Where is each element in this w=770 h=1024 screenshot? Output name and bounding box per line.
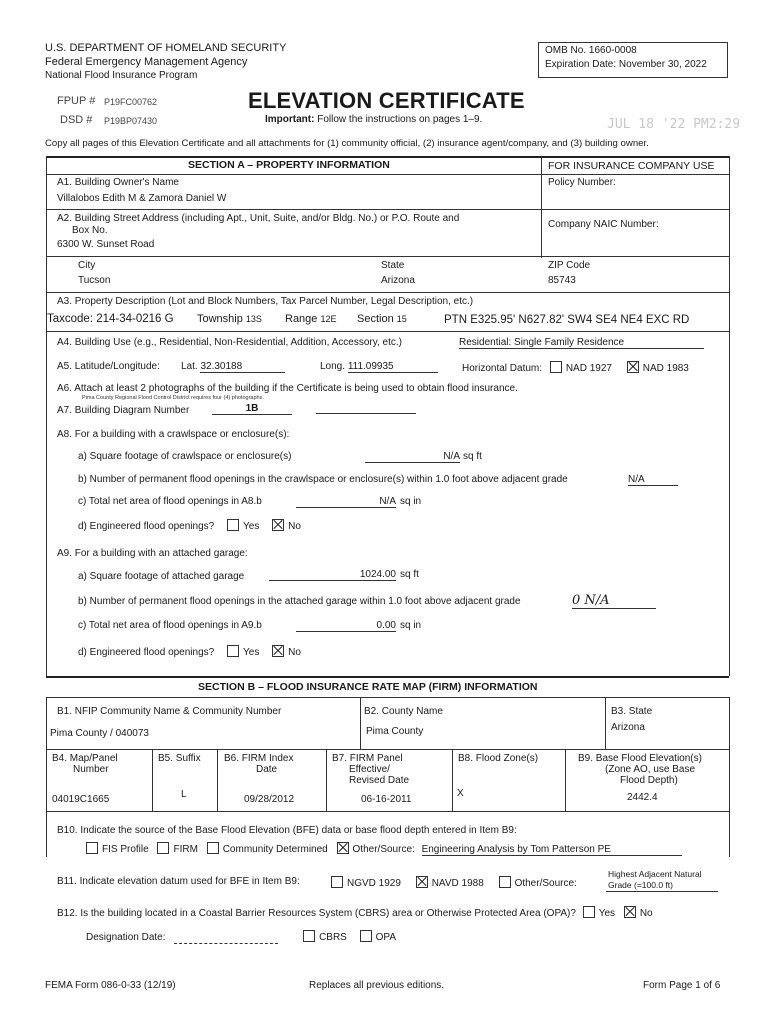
dept-name: U.S. DEPARTMENT OF HOMELAND SECURITY [45, 42, 287, 54]
important-note [265, 114, 482, 125]
a5-lat-value: 32.30188 [200, 361, 285, 373]
zip-label: ZIP Code [548, 260, 591, 271]
a5-lat [181, 361, 285, 373]
a9d-yes-label: Yes [243, 647, 260, 658]
a5-long-value: 111.09935 [348, 361, 438, 373]
city-value: Tucson [78, 275, 111, 286]
b11-ngvd-checkbox[interactable] [331, 876, 343, 888]
b8-value: X [457, 788, 464, 799]
a3-ptn: PTN E325.95' N627.82' SW4 SE4 NE4 EXC RD [444, 314, 690, 326]
a5-label: A5. Latitude/Longitude: [57, 361, 160, 372]
b12-label: B12. Is the building located in a Coastal Barrier Resources System (CBRS) area or Otherwise Protected Area (OPA)? [57, 908, 576, 919]
b12-no-checkbox[interactable] [624, 906, 636, 918]
b11-other-value-2: Grade (=100.0 ft) [608, 880, 673, 890]
important-text: Follow the instructions on pages 1–9. [317, 114, 483, 125]
omb-number: OMB No. 1660-0008 [545, 45, 637, 56]
b3-label: B3. State [611, 706, 653, 717]
a4-label: A4. Building Use (e.g., Residential, Non-Residential, Addition, Accessory, etc.) [57, 337, 402, 348]
b10-other-value: Engineering Analysis by Tom Patterson PE [422, 844, 682, 856]
nad1983-checkbox[interactable] [627, 361, 639, 373]
a2-label: A2. Building Street Address (including Apt., Unit, Suite, and/or Bldg. No.) or P.O. Route and [57, 213, 460, 224]
a8c-label: c) Total net area of flood openings in A8.b [78, 496, 262, 507]
fpup-value: P19FC00762 [104, 97, 158, 107]
b10-community-checkbox[interactable] [207, 842, 219, 854]
program-name: National Flood Insurance Program [45, 70, 198, 81]
a8d-yes-checkbox[interactable] [227, 519, 239, 531]
a8d-no-checkbox[interactable] [272, 519, 284, 531]
a8d-yes-label: Yes [243, 521, 260, 532]
a8d-no-label: No [288, 521, 301, 532]
b11-other-checkbox[interactable] [499, 876, 511, 888]
a3-township-value: 13S [245, 314, 262, 324]
b10-fis-label: FIS Profile [102, 844, 149, 855]
cbrs-label: CBRS [319, 932, 347, 943]
zip-value: 85743 [548, 275, 576, 286]
b10-other-checkbox[interactable] [337, 842, 349, 854]
copy-instructions: Copy all pages of this Elevation Certificate and all attachments for (1) community official, (2) insurance agent/company, and (3) building owner. [45, 138, 649, 149]
state-value: Arizona [381, 275, 415, 286]
page-number: Form Page 1 of 6 [643, 980, 721, 991]
b7-label-2: Effective/ [349, 764, 390, 775]
a9d-no-checkbox[interactable] [272, 645, 284, 657]
a5-long-label: Long. [320, 361, 346, 372]
a3-taxcode: Taxcode: 214-34-0216 G [47, 313, 174, 325]
a5-datum-label: Horizontal Datum: [462, 363, 543, 374]
a3-section [357, 313, 407, 325]
a9a-unit: sq ft [400, 569, 419, 580]
a9d-no-label: No [288, 647, 301, 658]
a5-long [320, 361, 438, 373]
a3-label: A3. Property Description (Lot and Block Numbers, Tax Parcel Number, Legal Description, etc.) [57, 296, 474, 307]
a9b-value: 0 N/A [572, 593, 656, 609]
important-label: Important: [265, 114, 315, 125]
a1-value: Villalobos Edith M & Zamora Daniel W [57, 193, 227, 204]
a9c-value: 0.00 [296, 620, 396, 632]
b12-yes-label: Yes [598, 908, 616, 919]
insurance-use-header: FOR INSURANCE COMPANY USE [548, 160, 715, 172]
b10-label: B10. Indicate the source of the Base Flood Elevation (BFE) data or base flood depth entered in Item B9: [57, 825, 517, 836]
designation-date-field[interactable] [174, 932, 278, 944]
b6-label: B6. FIRM Index [224, 753, 294, 764]
b10-options [86, 842, 682, 856]
a5-datum [462, 361, 689, 374]
a9a-label: a) Square footage of attached garage [78, 571, 245, 582]
a9-label: A9. For a building with an attached garage: [57, 548, 248, 559]
agency-name: Federal Emergency Management Agency [45, 56, 248, 68]
b3-value: Arizona [611, 722, 645, 733]
a3-township-label: Township [197, 313, 243, 325]
a3-range-value: 12E [320, 314, 337, 324]
b9-label-3: Flood Depth) [620, 775, 678, 786]
nad1927-checkbox[interactable] [550, 361, 562, 373]
dsd-label: DSD # [60, 114, 93, 126]
a1-label: A1. Building Owner's Name [57, 177, 179, 188]
b10-firm-label: FIRM [173, 844, 198, 855]
b2-value: Pima County [366, 726, 424, 737]
b11-other-label: Other/Source: [514, 878, 577, 889]
b11-navd-label: NAVD 1988 [431, 878, 484, 889]
city-label: City [78, 260, 96, 271]
a4-value: Residential: Single Family Residence [459, 337, 704, 349]
nad1927-label: NAD 1927 [565, 363, 612, 374]
b7-value: 06-16-2011 [361, 794, 412, 805]
a8a-label: a) Square footage of crawlspace or enclosure(s) [78, 451, 292, 462]
b11-options [331, 876, 577, 889]
b2-label: B2. County Name [364, 706, 443, 717]
opa-checkbox[interactable] [360, 930, 372, 942]
b10-community-label: Community Determined [222, 844, 328, 855]
nad1983-label: NAD 1983 [642, 363, 689, 374]
a6-label: A6. Attach at least 2 photographs of the building if the Certificate is being used to obtain flood insurance. [57, 383, 518, 394]
opa-label: OPA [375, 932, 397, 943]
b11-label: B11. Indicate elevation datum used for BFE in Item B9: [57, 876, 300, 887]
designation-row [86, 930, 396, 944]
a9c-label: c) Total net area of flood openings in A9.b [78, 620, 262, 631]
b11-other-value: Highest Adjacent Natural [608, 869, 702, 879]
expiration-date: Expiration Date: November 30, 2022 [545, 59, 707, 70]
b4-label: B4. Map/Panel [52, 753, 118, 764]
a9b-label: b) Number of permanent flood openings in the attached garage within 1.0 foot above adjacent grade [78, 596, 521, 607]
a8a-unit: sq ft [463, 451, 482, 462]
a8d-row [78, 519, 301, 532]
replaces-note: Replaces all previous editions. [309, 980, 445, 991]
a7-label: A7. Building Diagram Number [57, 405, 190, 416]
b4-label-2: Number [73, 764, 109, 775]
a8-label: A8. For a building with a crawlspace or enclosure(s): [57, 429, 290, 440]
a6-note: Pima County Regional Flood Control District requires four (4) photographs. [82, 395, 264, 401]
b5-label: B5. Suffix [158, 753, 201, 764]
b10-other-label: Other/Source: [352, 844, 415, 855]
a3-range-label: Range [285, 313, 318, 325]
b1-value: Pima County / 040073 [50, 728, 149, 739]
b7-label: B7. FIRM Panel [332, 753, 403, 764]
a3-range [285, 313, 337, 325]
b4-value: 04019C1665 [52, 794, 110, 805]
b5-value: L [181, 789, 187, 800]
b10-fis-checkbox[interactable] [86, 842, 98, 854]
b12-row [57, 906, 653, 919]
fpup-label: FPUP # [57, 95, 96, 107]
b6-value: 09/28/2012 [244, 794, 295, 805]
policy-number-label: Policy Number: [548, 177, 616, 188]
b11-ngvd-label: NGVD 1929 [347, 878, 401, 889]
b8-label: B8. Flood Zone(s) [458, 753, 539, 764]
state-label: State [381, 260, 405, 271]
section-a-title: SECTION A – PROPERTY INFORMATION [188, 159, 390, 171]
a3-section-value: 15 [396, 314, 407, 324]
cbrs-checkbox[interactable] [303, 930, 315, 942]
a8b-value: N/A [628, 474, 678, 486]
a5-lat-label: Lat. [181, 361, 198, 372]
a3-township [197, 313, 262, 325]
b1-label: B1. NFIP Community Name & Community Number [57, 706, 282, 717]
a9a-value: 1024.00 [269, 569, 396, 581]
a3-section-label: Section [357, 313, 394, 325]
designation-label: Designation Date: [86, 932, 166, 943]
b9-label: B9. Base Flood Elevation(s) [578, 753, 702, 764]
form-number: FEMA Form 086-0-33 (12/19) [45, 980, 176, 991]
dsd-value: P19BP07430 [104, 116, 158, 126]
a7-value: 1B [212, 403, 292, 415]
a8c-value: N/A [296, 496, 396, 508]
a9d-yes-checkbox[interactable] [227, 645, 239, 657]
a2-label-2: Box No. [72, 225, 108, 236]
a8b-label: b) Number of permanent flood openings in the crawlspace or enclosure(s) within 1.0 foot above adjacent grade [78, 474, 568, 485]
b6-label-2: Date [256, 764, 278, 775]
b12-no-label: No [639, 908, 653, 919]
a9d-row [78, 645, 301, 658]
a9d-label: d) Engineered flood openings? [78, 647, 215, 658]
a8d-label: d) Engineered flood openings? [78, 521, 215, 532]
b9-value: 2442.4 [627, 792, 658, 803]
a9c-unit: sq in [400, 620, 422, 631]
b7-label-3: Revised Date [349, 775, 410, 786]
b9-label-2: (Zone AO, use Base [605, 764, 696, 775]
b12-yes-checkbox[interactable] [583, 906, 595, 918]
page-title: ELEVATION CERTIFICATE [248, 88, 525, 113]
a8a-value: N/A [365, 451, 460, 463]
a2-value: 6300 W. Sunset Road [57, 239, 155, 250]
b11-navd-checkbox[interactable] [416, 876, 428, 888]
naic-label: Company NAIC Number: [548, 219, 659, 230]
a8c-unit: sq in [400, 496, 422, 507]
b10-firm-checkbox[interactable] [157, 842, 169, 854]
received-stamp: JUL 18 '22 PM2:29 [607, 117, 741, 132]
section-b-title: SECTION B – FLOOD INSURANCE RATE MAP (FIRM) INFORMATION [198, 681, 538, 693]
